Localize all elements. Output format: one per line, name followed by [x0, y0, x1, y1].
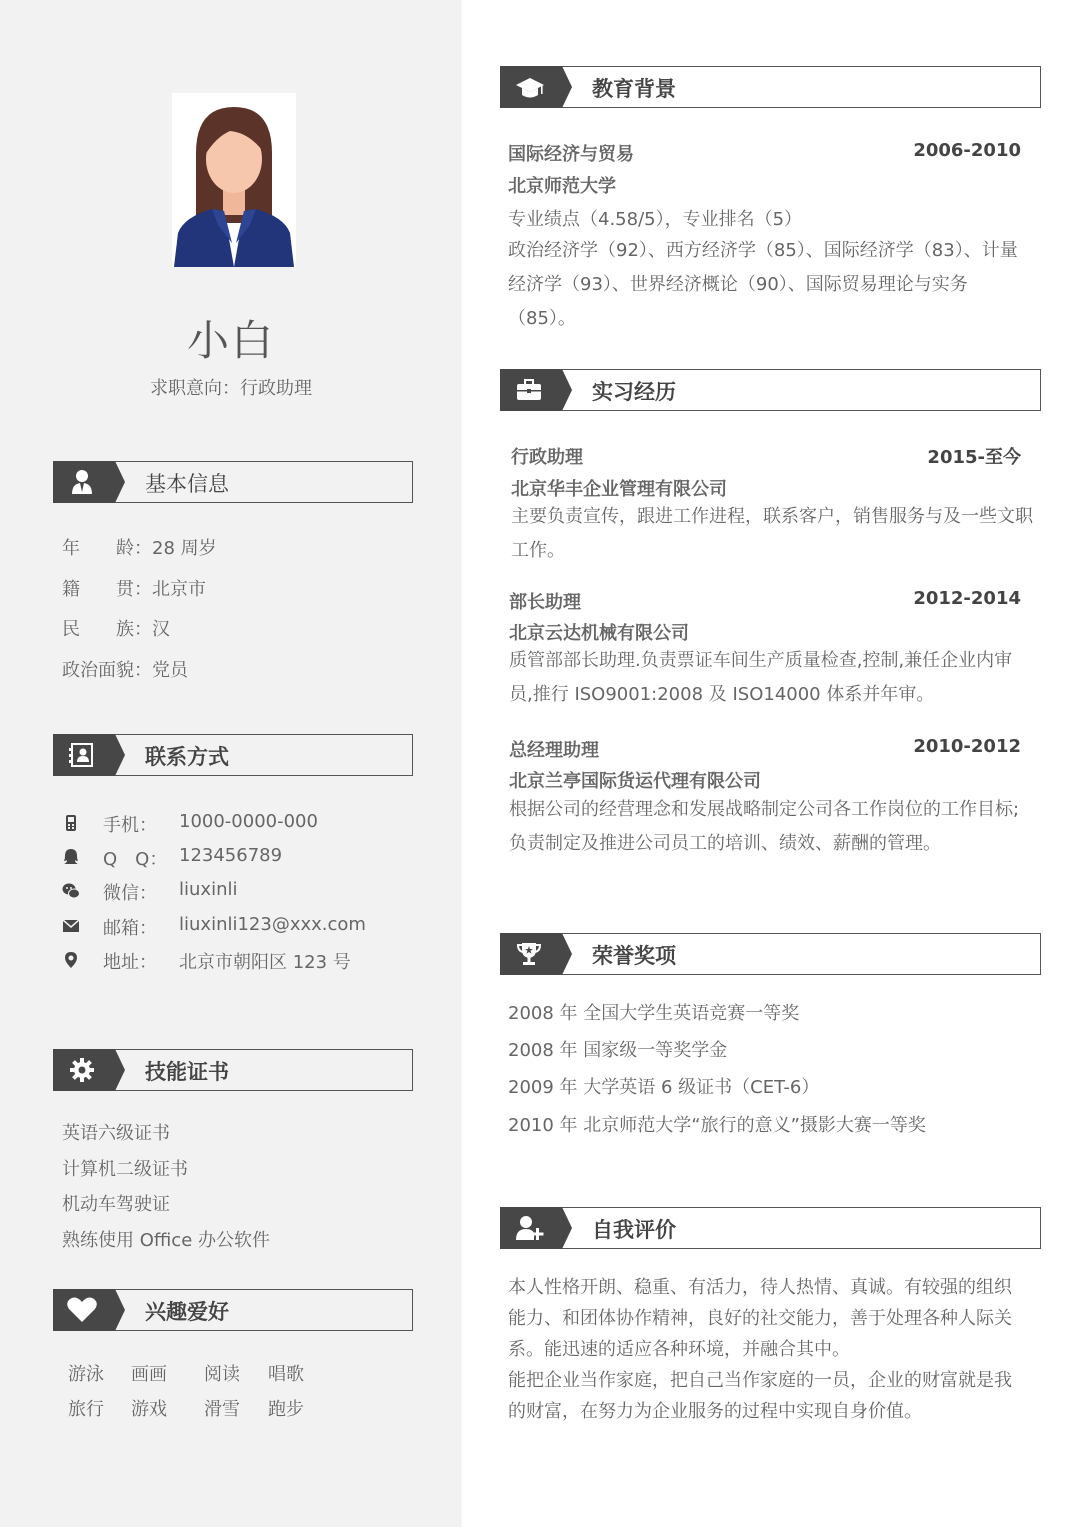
hobby-item: 游戏 [131, 1399, 167, 1420]
section-title: 教育背景 [592, 77, 676, 101]
section-title: 兴趣爱好 [145, 1300, 229, 1324]
info-age [62, 534, 217, 560]
job-desc: 根据公司的经营理念和发展战略制定公司各工作岗位的工作目标;负责制定及推进公司员工的培训、绩效、薪酬的管理。 [509, 799, 1020, 854]
edu-gpa: 专业绩点（4.58/5），专业排名（5） [508, 209, 803, 230]
job-role: 行政助理 [511, 447, 583, 468]
job-company: 北京华丰企业管理有限公司 [511, 479, 727, 500]
section-header-honors [500, 933, 1041, 975]
edu-years: 2006-2010 [913, 140, 1021, 161]
briefcase-icon [515, 376, 543, 404]
politics-value: ：党员 [134, 660, 188, 681]
hobby-item: 跑步 [268, 1399, 304, 1420]
job-years: 2010-2012 [913, 736, 1021, 757]
add-user-icon [515, 1214, 545, 1242]
section-title: 实习经历 [592, 380, 676, 404]
edu-school: 北京师范大学 [508, 176, 616, 197]
section-title: 联系方式 [145, 745, 229, 769]
graduation-cap-icon [515, 73, 545, 101]
left-column [0, 0, 462, 1527]
section-header-basic-info [53, 461, 413, 503]
info-politics [62, 656, 188, 682]
info-origin [62, 575, 206, 601]
location-icon [62, 951, 80, 969]
job-desc: 主要负责宣传，跟进工作进程，联系客户，销售服务与及一些文职工作。 [511, 506, 1033, 561]
politics-label: 政治面貌 [62, 660, 134, 681]
contact-value: 北京市朝阳区 123 号 [179, 952, 351, 973]
age-label: 年 龄 [62, 538, 134, 559]
hobby-item: 游泳 [68, 1364, 104, 1385]
qq-icon [62, 848, 80, 866]
contact-label: Q Q： [103, 849, 168, 870]
section-header-self-evaluation [500, 1207, 1041, 1249]
edu-major: 国际经济与贸易 [508, 144, 634, 165]
section-title: 技能证书 [145, 1060, 229, 1084]
gear-icon [68, 1056, 96, 1084]
ethnicity-value: ：汉 [134, 619, 170, 640]
job-years: 2012-2014 [913, 588, 1021, 609]
skill-item: 熟练使用 Office 办公软件 [62, 1230, 270, 1251]
hobby-item: 阅读 [204, 1364, 240, 1385]
contact-value: liuxinli123@xxx.com [179, 914, 366, 935]
job-desc: 质管部部长助理.负责票证车间生产质量检查,控制,兼任企业内审员,推行 ISO9001:2008 及 ISO14000 体系并年审。 [509, 650, 1013, 705]
self-eval-paragraph-2: 能把企业当作家庭，把自己当作家庭的一员，企业的财富就是我的财富，在努力为企业服务的过程中实现自身价值。 [508, 1370, 1012, 1422]
section-header-skills [53, 1049, 413, 1091]
section-title: 基本信息 [145, 472, 229, 496]
person-icon [68, 468, 96, 496]
honor-item: 2010 年 北京师范大学“旅行的意义”摄影大赛一等奖 [508, 1115, 926, 1136]
self-eval-paragraph-1: 本人性格开朗、稳重、有活力，待人热情、真诚。有较强的组织能力、和团体协作精神，良好的社交能力，善于处理各种人际关系。能迅速的适应各种环境，并融合其中。 [508, 1277, 1012, 1360]
info-ethnicity [62, 615, 170, 641]
origin-value: ：北京市 [134, 579, 206, 600]
contact-label: 邮箱： [103, 918, 157, 939]
contact-card-icon [68, 741, 96, 769]
ethnicity-label: 民 族 [62, 619, 134, 640]
hobby-item: 画画 [131, 1364, 167, 1385]
section-header-hobbies [53, 1289, 413, 1331]
wechat-icon [62, 882, 80, 900]
avatar [172, 93, 296, 267]
origin-label: 籍 贯 [62, 579, 134, 600]
section-header-internship [500, 369, 1041, 411]
candidate-name: 小白 [186, 316, 275, 365]
phone-icon [62, 814, 80, 832]
edu-courses: 政治经济学（92）、西方经济学（85）、国际经济学（83）、计量经济学（93）、世界经济概论（90）、国际贸易理论与实务（85）。 [508, 240, 1018, 329]
honor-item: 2008 年 全国大学生英语竞赛一等奖 [508, 1003, 800, 1024]
heart-icon [66, 1296, 98, 1324]
trophy-icon [515, 940, 543, 968]
hobby-item: 旅行 [68, 1399, 104, 1420]
job-company: 北京云达机械有限公司 [509, 623, 689, 644]
contact-label: 微信： [103, 883, 157, 904]
section-header-contact [53, 734, 413, 776]
skill-item: 英语六级证书 [62, 1123, 170, 1144]
job-role: 部长助理 [509, 592, 581, 613]
job-role: 总经理助理 [509, 740, 599, 761]
section-header-education [500, 66, 1041, 108]
contact-label: 地址： [103, 952, 157, 973]
job-company: 北京兰亭国际货运代理有限公司 [509, 771, 761, 792]
honor-item: 2009 年 大学英语 6 级证书（CET-6） [508, 1077, 820, 1098]
honor-item: 2008 年 国家级一等奖学金 [508, 1040, 728, 1061]
section-title: 荣誉奖项 [592, 944, 676, 968]
hobby-item: 唱歌 [268, 1364, 304, 1385]
job-objective: 求职意向：行政助理 [150, 378, 312, 399]
hobby-item: 滑雪 [204, 1399, 240, 1420]
section-title: 自我评价 [592, 1218, 676, 1242]
contact-value: 1000-0000-000 [179, 811, 318, 832]
contact-value: liuxinli [179, 879, 238, 900]
skill-item: 机动车驾驶证 [62, 1194, 170, 1215]
age-value: ：28 周岁 [134, 538, 217, 559]
contact-value: 123456789 [179, 845, 283, 866]
job-years: 2015-至今 [927, 447, 1021, 468]
mail-icon [62, 917, 80, 935]
contact-label: 手机： [103, 815, 157, 836]
skill-item: 计算机二级证书 [62, 1159, 188, 1180]
